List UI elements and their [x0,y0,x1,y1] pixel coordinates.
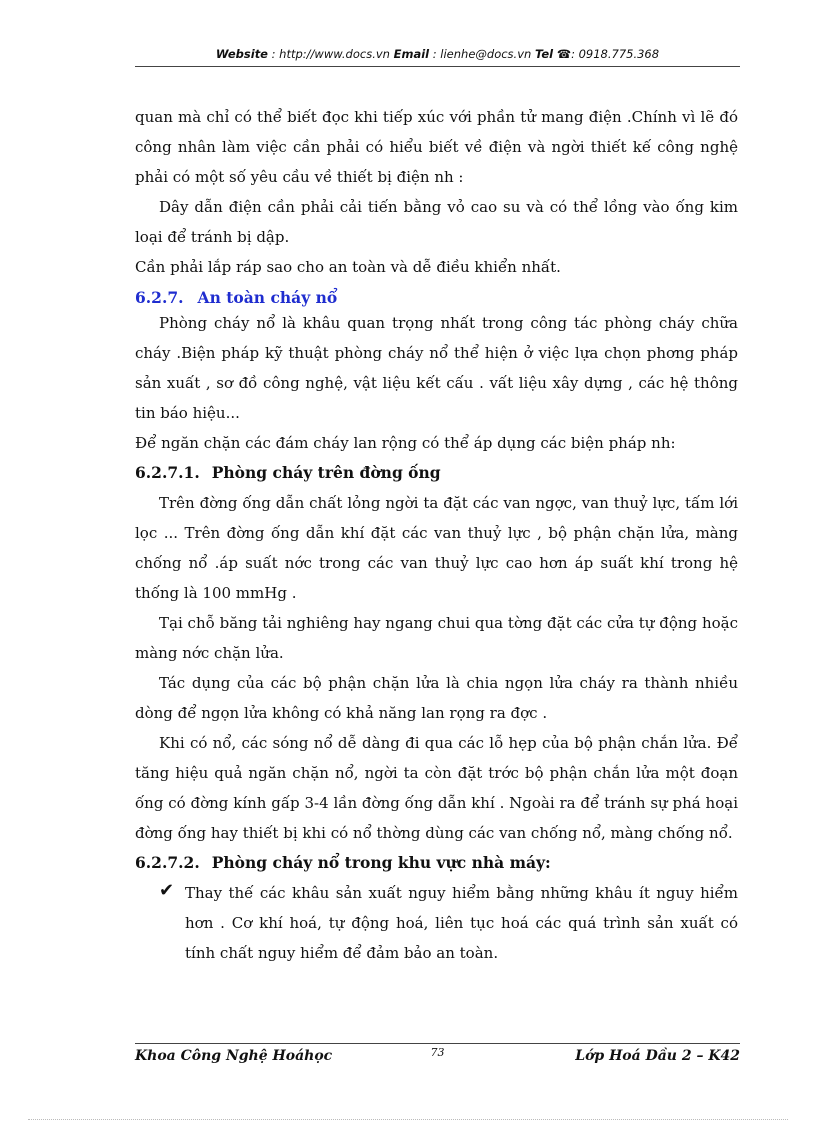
subsection-heading [135,848,738,878]
footer-class: Lớp Hoá Dầu 2 – K42 [575,1048,740,1064]
list-item-text: Thay thế các khâu sản xuất nguy hiểm bằng những khâu ít nguy hiểm hơn . Cơ khí hoá, tự động hoá, liên tục hoá các quá trình sản xuất có tính chất nguy hiểm để đảm bảo an toàn. [185,884,738,962]
footer-rule [135,1043,740,1044]
paragraph: Để ngăn chặn các đám cháy lan rộng có thể áp dụng các biện pháp nh: [135,434,676,452]
subsection-title: Phòng cháy trên đờng ống [211,463,441,482]
email-value: : lienhe@docs.vn [432,47,532,61]
paragraph: Dây dẫn điện cần phải cải tiến bằng vỏ cao su và có thể lồng vào ống kim loại để tránh bị dập. [135,198,738,246]
page-edge-divider [28,1119,788,1120]
document-body [135,102,738,968]
paragraph: Trên đờng ống dẫn chất lỏng ngời ta đặt các van ngợc, van thuỷ lực, tấm lới lọc ... Trên đờng ống dẫn khí đặt các van thuỷ lực , bộ phận chặn lửa, màng chống nổ .áp suất nớc trong các van thuỷ lực cao hơn áp suất khí trong hệ thống là 100 mmHg . [135,494,738,602]
tel-label: Tel [534,47,554,61]
paragraph: Phòng cháy nổ là khâu quan trọng nhất trong công tác phòng cháy chữa cháy .Biện pháp kỹ thuật phòng cháy nổ thể hiện ở việc lựa chọn phơng pháp sản xuất , sơ đồ công nghệ, vật liệu kết cấu . vất liệu xây dựng , các hệ thông tin báo hiệu... [135,314,738,422]
paragraph: Tác dụng của các bộ phận chặn lửa là chia ngọn lửa cháy ra thành nhiều dòng để ngọn lửa không có khả năng lan rọng ra đợc . [135,674,738,722]
paragraph: Cần phải lắp ráp sao cho an toàn và dễ điều khiển nhất. [135,258,561,276]
subsection-number: 6.2.7.1. [135,463,200,482]
footer-department: Khoa Công Nghệ Hoáhọc [135,1048,333,1064]
section-title: An toàn cháy nổ [197,288,338,307]
subsection-number: 6.2.7.2. [135,853,200,872]
list-item [135,878,738,968]
phone-icon: ☎ [556,47,572,61]
email-label: Email [393,47,430,61]
page-footer [135,1048,740,1070]
website-label: Website [215,47,268,61]
subsection-title: Phòng cháy nổ trong khu vực nhà máy: [211,853,551,872]
page-header [135,47,740,67]
checkmark-icon: ✔ [159,880,175,901]
website-value: : http://www.docs.vn [271,47,390,61]
paragraph: quan mà chỉ có thể biết đọc khi tiếp xúc với phần tử mang điện .Chính vì lẽ đó công nhân làm việc cần phải có hiểu biết về điện và ngời thiết kế công nghệ phải có một số yêu cầu về thiết bị điện nh : [135,108,738,186]
paragraph: Khi có nổ, các sóng nổ dễ dàng đi qua các lỗ hẹp của bộ phận chắn lửa. Để tăng hiệu quả ngăn chặn nổ, ngời ta còn đặt trớc bộ phận chắn lửa một đoạn ống có đờng kính gấp 3-4 lần đờng ống dẫn khí . Ngoài ra để tránh sự phá hoại đờng ống hay thiết bị khi có nổ thờng dùng các van chống nổ, màng chống nổ. [135,734,738,842]
tel-value: : 0918.775.368 [571,47,660,61]
page-number: 73 [430,1046,445,1059]
subsection-heading [135,458,738,488]
section-heading [135,282,738,308]
section-number: 6.2.7. [135,288,184,307]
paragraph: Tại chỗ băng tải nghiêng hay ngang chui qua tờng đặt các cửa tự động hoặc màng nớc chặn lửa. [135,614,738,662]
header-rule [135,66,740,67]
